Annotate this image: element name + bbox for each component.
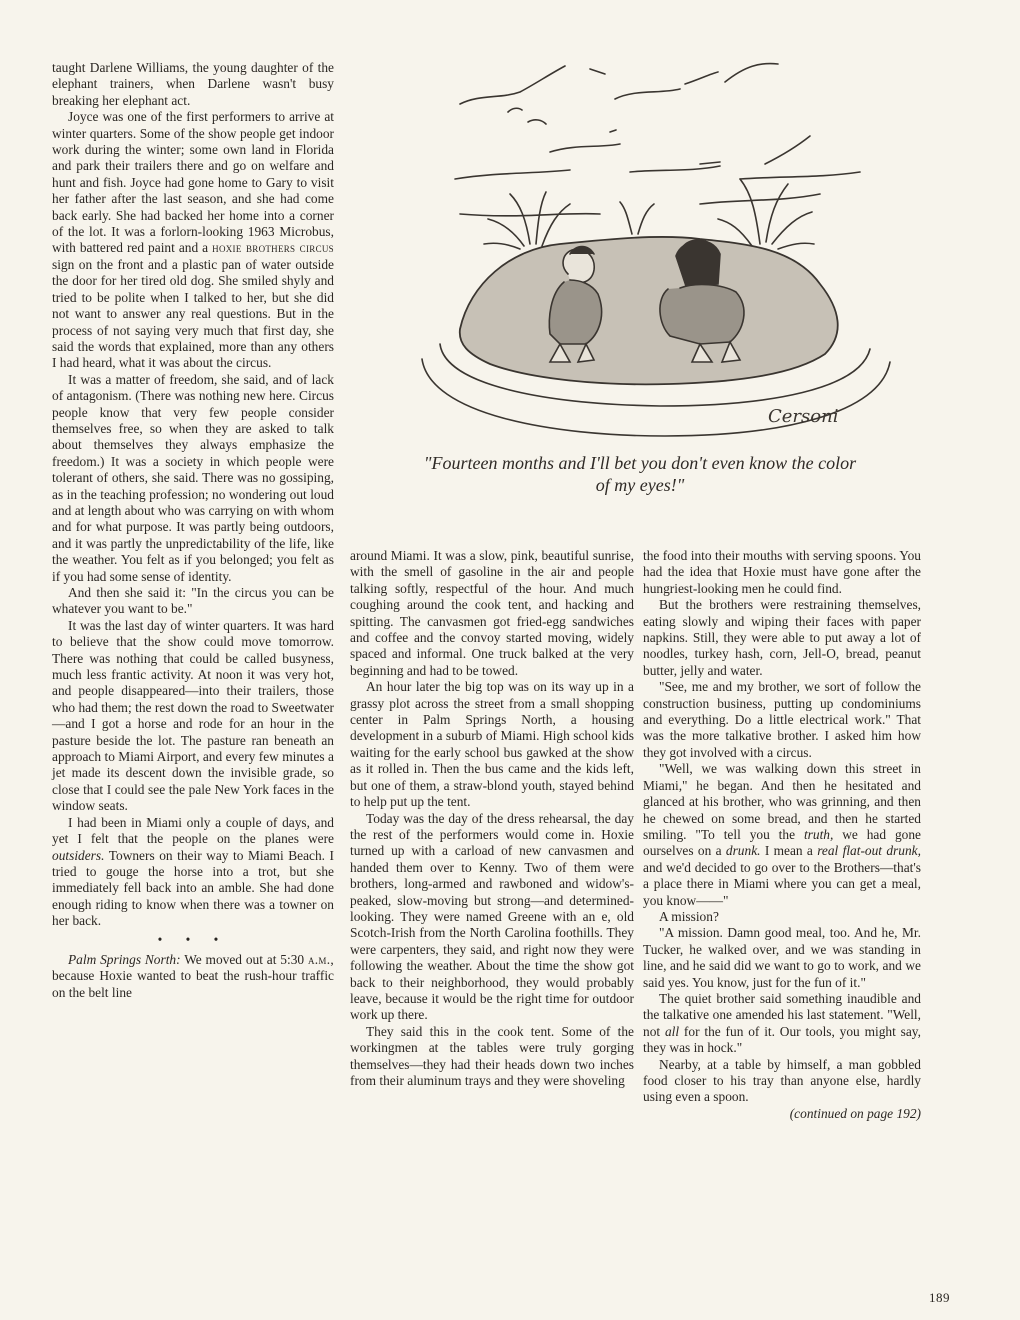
page-number: 189 [929,1290,950,1305]
paragraph: the food into their mouths with serving spoons. You had the idea that Hoxie must have gone after the hungriest-looking men he could find. [643,548,921,596]
paragraph: A mission? [659,908,719,924]
cartoon-caption: "Fourteen months and I'll bet you don't even know the color of my eyes!" [423,453,857,495]
paragraph: It was the last day of winter quarters. It was hard to believe that the show could move tomorrow. There was nothing that could be called busyness, much less frantic activity. At noon it was very hot, and people disappeared—into their trailers, those who had them; the rest down the road to Sweetwater—and I got a horse and rode for an hour in the pasture beside the lot. The pasture ran beneath an approach to Miami Airport, and every few minutes a jet made its descent down the invisible grade, so close that I could see the pale New York faces in the window seats. [52,617,334,814]
paragraph: Joyce was one of the first performers to arrive at winter quarters. Some of the show people get indoor work during the winter; some own land in Florida and park their trailers there and go on welfare and hunt and fish. Joyce had gone home to Gary to visit her father after the last season, and she had come back early. She had backed her home into a corner of the lot. It was a forlorn-looking 1963 Microbus, with battered red paint and a hoxie brothers circus sign on the front and a plastic pan of water outside the door for her tired old dog. She smiled shyly and tried to be polite when I talked to her, but she did not want to answer any real questions. But in the process of not saying very much that first day, she said the words that explained, more than any others I had heard, what it was about the circus. [52,109,334,371]
paragraph: I had been in Miami only a couple of days, and yet I felt that the people on the planes were outsiders. Towners on their way to Miami Beach. I tried to gouge the horse into a trot, but she immediately fell back into an amble. She had done enough riding to know when there was a towner on her back. [52,814,334,929]
cartoon-illustration [400,44,900,449]
paragraph: Palm Springs North: We moved out at 5:30 a.m., because Hoxie wanted to beat the rush-hour traffic on the belt line [52,951,334,1000]
paragraph: And then she said it: "In the circus you can be whatever you want to be." [52,585,334,617]
text-column-left [52,60,334,1001]
paragraph: It was a matter of freedom, she said, and of lack of antagonism. (There was nothing new here. Circus people know that very few people consider themselves free, so when they are asked to talk about themselves they always emphasize the freedom.) It was a society in which people were tolerant of others, she said. There was no gossiping, as in the teaching profession; no wondering out loud and at length about who was carrying on with whom and for what purpose. It was partly being outdoors, and it was partly the unpredictability of the life, like the weather. You felt as if you belonged; you felt as if you had some sense of identity. [52,371,334,584]
paragraph: The quiet brother said something inaudible and the talkative one amended his last statement. "Well, not all for the fun of it. Our tools, you might say, they was in hock." [643,990,921,1056]
paragraph: "Well, we was walking down this street in Miami," he began. And then he hesitated and glanced at his brother, who was grinning, and then he chewed on some bread, and then he started smiling. "To tell you the truth, we had gone ourselves on a drunk. I mean a real flat-out drunk, and we'd decided to go over to the Brothers—that's a place there in Miami where you can get a meal, you know——" [643,761,921,908]
paragraph: But the brothers were restraining themselves, eating slowly and wiping their faces with paper napkins. Still, they were able to put away a lot of noodles, turkey hash, corn, Jell-O, bread, peanut butter, jelly and water. [643,597,921,678]
paragraph: taught Darlene Williams, the young daughter of the elephant trainers, when Darlene wasn't busy breaking her elephant act. [52,60,334,108]
paragraph: "See, me and my brother, we sort of follow the construction business, putting up condominiums and everything. Do a little electrical work." That was the more talkative brother. I asked him how they got involved with a circus. [643,679,921,760]
continued-note: (continued on page 192) [789,1105,921,1121]
paragraph: around Miami. It was a slow, pink, beautiful sunrise, with the smell of gasoline in the air and people talking softly, respectful of the hour. And much coughing around the cook tent, and hacking and spitting. The canvasmen got fried-egg sandwiches and coffee and the convoy started moving, widely spaced and informal. One truck balked at the very beginning and had to be towed. [350,548,634,678]
section-heading: Palm Springs North: [68,951,181,967]
paragraph: "A mission. Damn good meal, too. And he, Mr. Tucker, he walked over, and we was standing in line, and he said did we want to go to work, and we said yes. You know, just for the fun of it." [643,925,921,990]
paragraph: Today was the day of the dress rehearsal, the day the rest of the performers would come in. Hoxie turned up with a carload of new canvasmen and handed them over to Kenny. Two of them were brothers, long-armed and rawboned and widow's-peaked, slow-moving but strong—and determined-looking. They were named Greene with an e, old Scotch-Irish from the North Carolina foothills. They were carpenters, they said, and right now they were following the weather. About the time the show got back to their neighborhood, they would probably leave, because it would be the right time for outdoor work up there. [350,810,634,1023]
section-separator: • • • [157,931,229,947]
paragraph: They said this in the cook tent. Some of the workingmen at the tables were truly gorging themselves—they had their heads down two inches from their aluminum trays and they were shoveling [350,1023,634,1088]
circus-sign-text: hoxie brothers circus [212,240,334,256]
text-column-right [643,548,921,1122]
text-column-middle [350,548,634,1089]
paragraph: Nearby, at a table by himself, a man gobbled food closer to his tray than anyone else, hardly using even a spoon. [643,1056,921,1105]
paragraph: An hour later the big top was on its way up in a grassy plot across the street from a small shopping center in Palm Springs North, a housing development in a suburb of Miami. High school kids waiting for the early school bus gawked at the show as it rolled in. Then the bus came and the kids left, but one of them, a straw-blond youth, stayed behind to help put up the tent. [350,679,634,810]
cartoonist-signature: Cersoni [768,406,839,427]
